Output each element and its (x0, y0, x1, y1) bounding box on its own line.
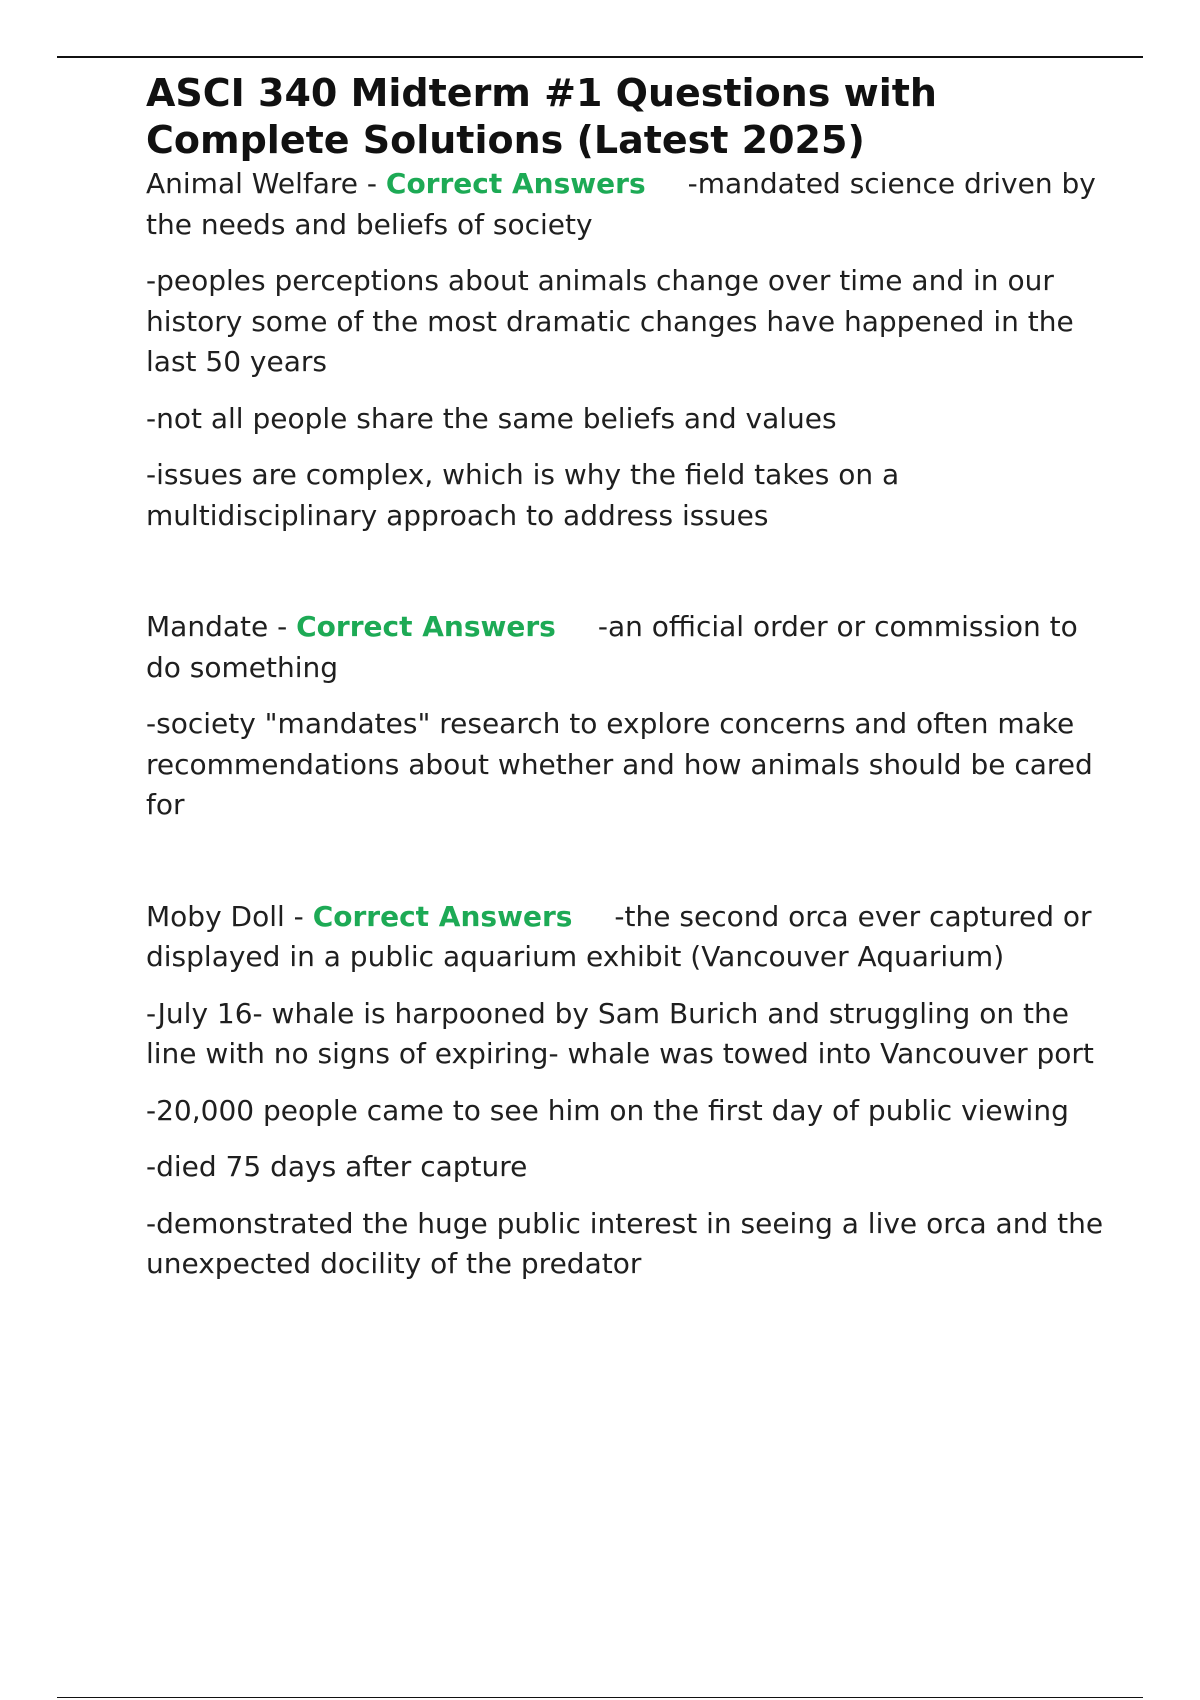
term-line (146, 897, 1106, 978)
definition: -mandated science driven by the needs and beliefs of society (146, 167, 1096, 241)
correct-answers-label: Correct Answers (385, 167, 646, 200)
document-title: ASCI 340 Midterm #1 Questions with Complete Solutions (Latest 2025) (146, 71, 937, 162)
term-line (146, 607, 1106, 688)
qa-entry-animal-welfare (146, 164, 1106, 536)
point: -demonstrated the huge public interest in seeing a live orca and the unexpected docility of the predator (146, 1206, 1104, 1280)
bottom-rule (57, 1697, 1143, 1698)
point: -issues are complex, which is why the field takes on a multidisciplinary approach to address issues (146, 458, 900, 532)
term: Mandate - (146, 610, 297, 643)
term-line (146, 164, 1106, 245)
correct-answers-label: Correct Answers (312, 899, 573, 933)
term: Moby Doll - (146, 899, 313, 933)
correct-answers-label: Correct Answers (296, 610, 556, 643)
point: -not all people share the same beliefs and values (146, 401, 837, 435)
term: Animal Welfare - (146, 167, 386, 200)
definition: -the second orca ever captured or displayed in a public aquarium exhibit (Vancouver Aquarium) (146, 899, 1092, 973)
point: -20,000 people came to see him on the first day of public viewing (146, 1093, 1069, 1127)
point: -peoples perceptions about animals change over time and in our history some of the most dramatic changes have happened in the last 50 years (146, 264, 1074, 378)
point: -July 16- whale is harpooned by Sam Burich and struggling on the line with no signs of expiring- whale was towed into Vancouver port (146, 996, 1094, 1070)
point: -society "mandates" research to explore concerns and often make recommendations about whether and how animals should be cared for (146, 707, 1093, 821)
top-rule (57, 56, 1143, 58)
definition: -an official order or commission to do something (146, 610, 1078, 684)
qa-entry-moby-doll (146, 897, 1106, 1285)
document-body (146, 70, 1106, 1285)
qa-entry-mandate (146, 607, 1106, 826)
point: -died 75 days after capture (146, 1150, 528, 1183)
